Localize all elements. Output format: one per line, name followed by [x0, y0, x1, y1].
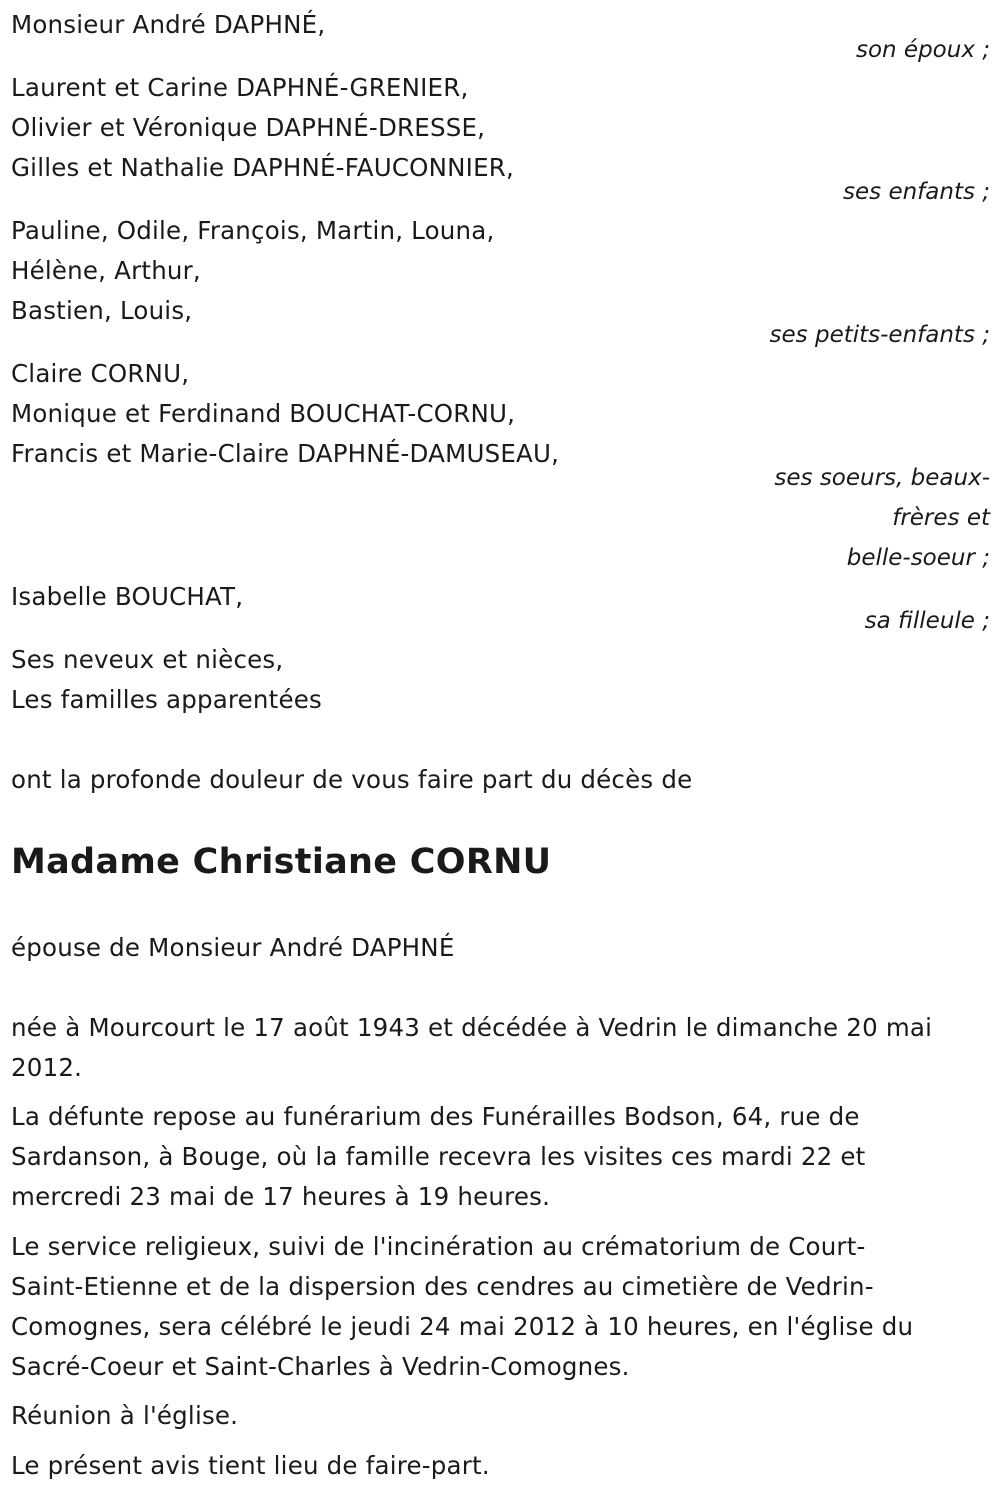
goddaughter-role: sa filleule ; [864, 608, 990, 634]
visit-text: Sardanson, à Bouge, où la famille recevra les visites ces mardi 22 et [11, 1142, 866, 1171]
deceased-name: Madame Christiane CORNU [11, 842, 552, 882]
spouse-line: épouse de Monsieur André DAPHNÉ [11, 933, 455, 962]
child-name: Gilles et Nathalie DAPHNÉ-FAUCONNIER, [11, 153, 514, 182]
spouse-role: son époux ; [855, 37, 990, 63]
goddaughter-name: Isabelle BOUCHAT, [11, 582, 244, 611]
children-role: ses enfants ; [843, 179, 990, 205]
birth-death-text: née à Mourcourt le 17 août 1943 et décédée à Vedrin le dimanche 20 mai [11, 1013, 933, 1042]
service-text: Le service religieux, suivi de l'incinération au crématorium de Court- [11, 1232, 866, 1261]
spouse-name: Monsieur André DAPHNÉ, [11, 10, 326, 39]
grandchild-names: Hélène, Arthur, [11, 256, 201, 285]
service-text: Saint-Etienne et de la dispersion des cendres au cimetière de Vedrin- [11, 1272, 874, 1301]
child-name: Laurent et Carine DAPHNÉ-GRENIER, [11, 73, 469, 102]
child-name: Olivier et Véronique DAPHNÉ-DRESSE, [11, 113, 486, 142]
sibling-name: Francis et Marie-Claire DAPHNÉ-DAMUSEAU, [11, 439, 560, 468]
notice-text: Le présent avis tient lieu de faire-part. [11, 1451, 490, 1480]
announcement-text: ont la profonde douleur de vous faire part du décès de [11, 765, 693, 794]
sibling-name: Claire CORNU, [11, 359, 190, 388]
relatives-line: Les familles apparentées [11, 685, 322, 714]
service-text: Comognes, sera célébré le jeudi 24 mai 2012 à 10 heures, en l'église du [11, 1312, 914, 1341]
visit-text: La défunte repose au funérarium des Funérailles Bodson, 64, rue de [11, 1102, 860, 1131]
visit-text: mercredi 23 mai de 17 heures à 19 heures. [11, 1182, 551, 1211]
meeting-text: Réunion à l'église. [11, 1401, 239, 1430]
grandchild-names: Bastien, Louis, [11, 296, 193, 325]
grandchild-names: Pauline, Odile, François, Martin, Louna, [11, 216, 495, 245]
siblings-role: ses soeurs, beaux- [774, 465, 990, 491]
relatives-line: Ses neveux et nièces, [11, 645, 284, 674]
grandchildren-role: ses petits-enfants ; [769, 322, 990, 348]
birth-death-text: 2012. [11, 1053, 83, 1082]
siblings-role: frères et [892, 505, 990, 531]
siblings-role: belle-soeur ; [846, 545, 990, 571]
service-text: Sacré-Coeur et Saint-Charles à Vedrin-Comognes. [11, 1352, 630, 1381]
sibling-name: Monique et Ferdinand BOUCHAT-CORNU, [11, 399, 516, 428]
